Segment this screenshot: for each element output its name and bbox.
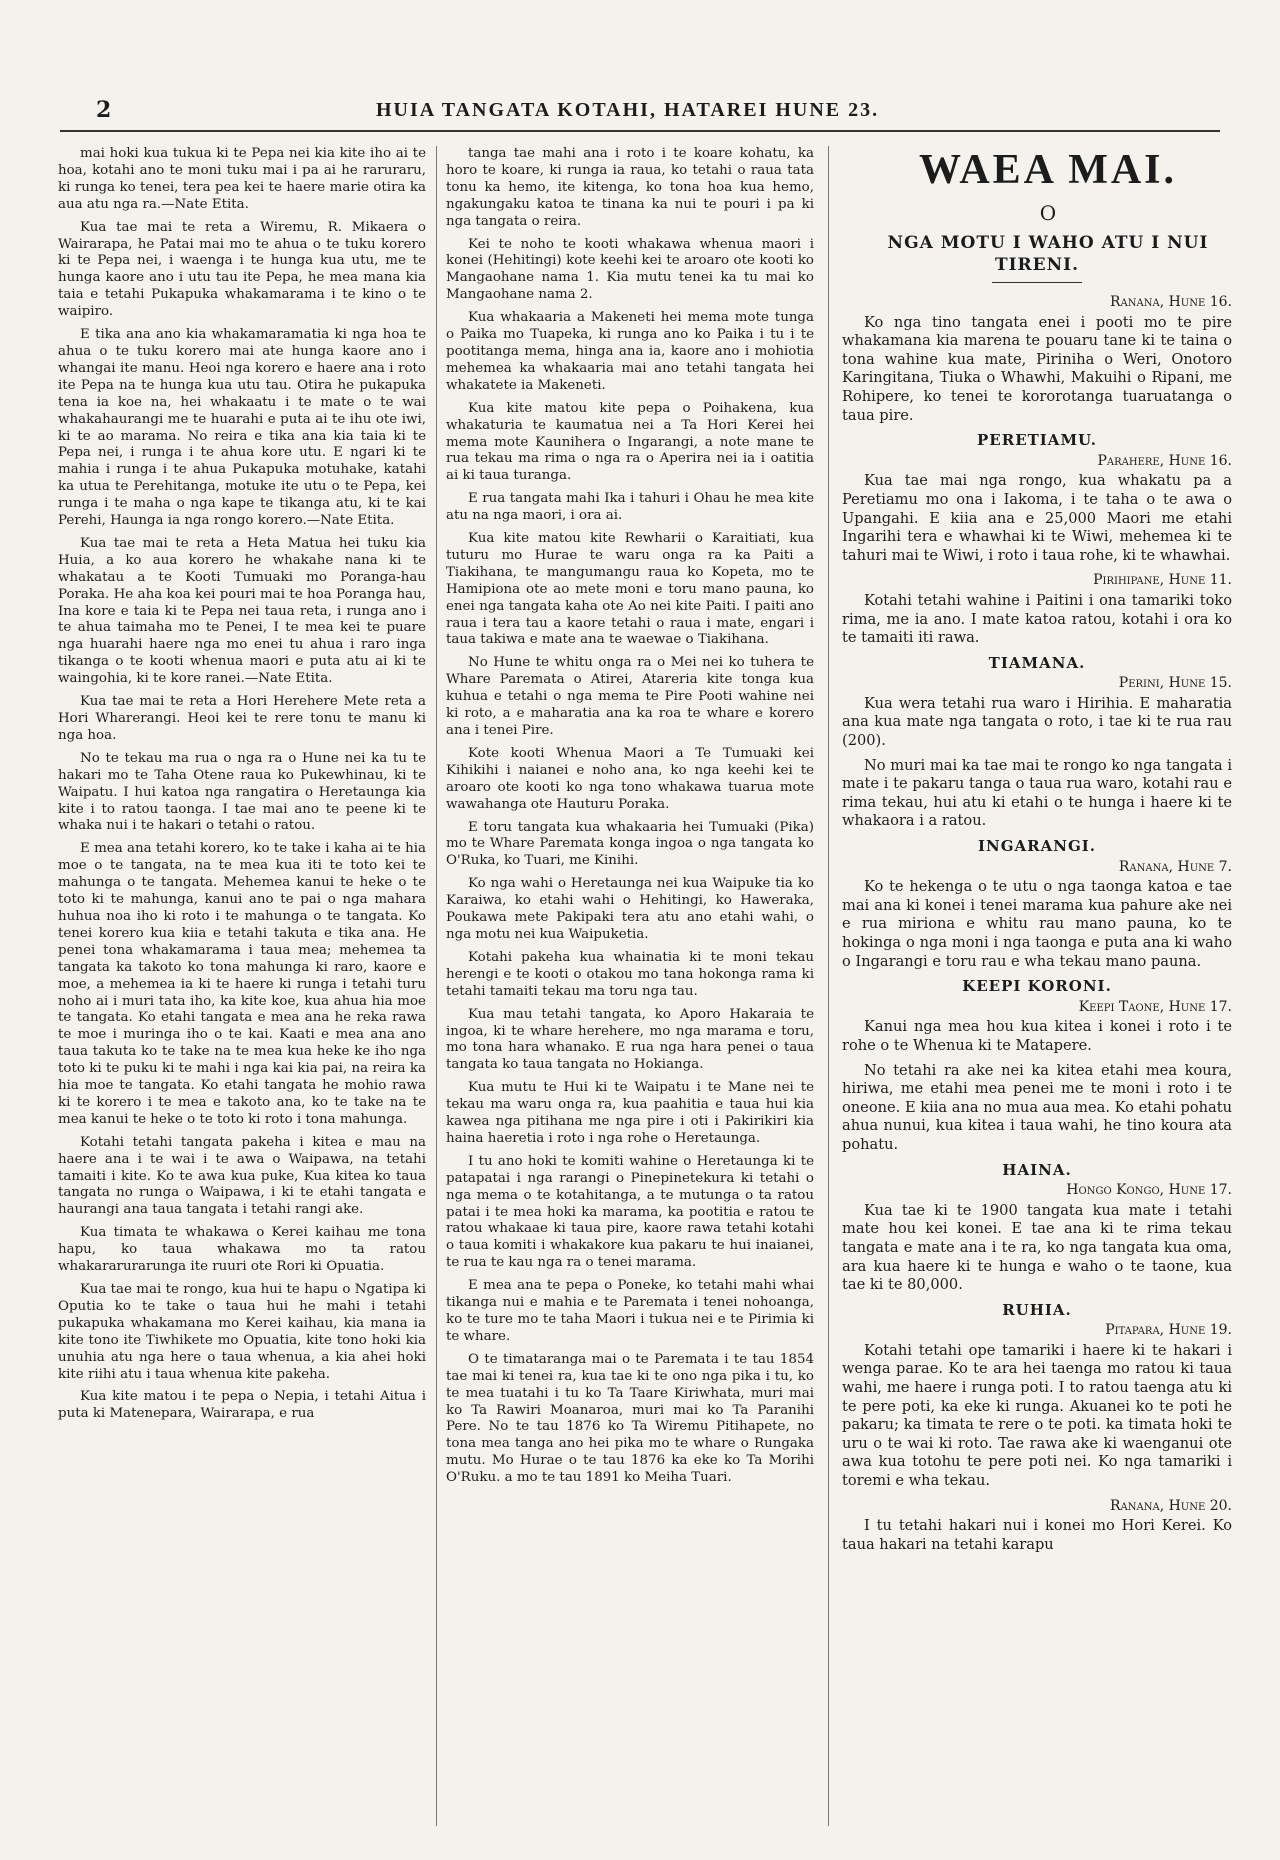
country-heading: HAINA. xyxy=(1002,1160,1072,1179)
country-heading: RUHIA. xyxy=(1002,1300,1072,1319)
column-divider xyxy=(828,146,829,1826)
article-paragraph: Kua whakaaria a Makeneti hei mema mote tunga o Paika mo Tuapeka, ki runga ano ko Paika i tu i te pootitanga mema, hinga ana ia, kaore ano i mohiotia mehemea ka whakaaria mai ano tetahi tangata hei whakatete ia Makeneti. xyxy=(446,310,814,393)
news-paragraph: Kanui nga mea hou kua kitea i konei i roto i te rohe o te Whenua ki te Matapere. xyxy=(842,1018,1232,1054)
dateline: Perini, Hune 15. xyxy=(1118,675,1232,692)
news-paragraph: No tetahi ra ake nei ka kitea etahi mea koura, hiriwa, me etahi mea penei me te moni i roto i te oneone. E kiia ana no mua aua mea. Ko etahi pohatu ahua nunui, kua kitea i taua wahi, he tino koura ata pohatu. xyxy=(842,1061,1232,1153)
article-paragraph: Kua timata te whakawa o Kerei kaihau me tona hapu, ko taua whakawa mo ta ratou whakararurarunga ite ruuri ote Rori ki Opuatia. xyxy=(58,1225,426,1275)
column-3-cable-news xyxy=(842,146,1232,1836)
page-number: 2 xyxy=(96,97,112,123)
dateline: Hongo Kongo, Hune 17. xyxy=(1066,1182,1232,1199)
article-paragraph: E rua tangata mahi Ika i tahuri i Ohau he mea kite atu na nga maori, i ora ai. xyxy=(446,491,814,524)
news-paragraph: Ko te hekenga o te utu o nga taonga katoa e tae mai ana ki konei i tenei marama kua pahure ake nei e rua miriona e whitu rau mano pauna, ko te hokinga o nga moni i nga taonga e puta ana ki waho o Ingarangi e toru rau e wha tekau mano pauna. xyxy=(842,878,1232,970)
dateline: Parahere, Hune 16. xyxy=(1097,452,1232,469)
news-paragraph: I tu tetahi hakari nui i konei mo Hori Kerei. Ko taua hakari na tetahi karapu xyxy=(842,1517,1232,1553)
article-paragraph: Kua tae mai te rongo, kua hui te hapu o Ngatipa ki Oputia ko te take o taua hui he mahi i tetahi pukapuka whakamana mo Kerei kaihau, kia mana ia kite tono ite Tiwhikete mo Opuatia, kite tono hoki kia unuhia atu nga here o taua whenua, a kia ahei hoki kite riihi atu i taua whenua kite pakeha. xyxy=(58,1282,426,1382)
dateline: Ranana, Hune 20. xyxy=(1109,1497,1232,1514)
article-paragraph: E toru tangata kua whakaaria hei Tumuaki (Pika) mo te Whare Paremata konga ingoa o nga tangata ko O'Ruka, ko Tuari, me Kinihi. xyxy=(446,819,814,869)
news-paragraph: No muri mai ka tae mai te rongo ko nga tangata i mate i te pakaru tanga o taua rua waro, kotahi rau e rima tekau, hui atu ki etahi o te hunga i haere ki te whakaora i a ratou. xyxy=(842,756,1232,830)
news-paragraph: Kotahi tetahi wahine i Paitini i ona tamariki toko rima, me ia ano. I mate katoa ratou, kotahi i ora ko te tamaiti iti rawa. xyxy=(842,591,1232,647)
column-1 xyxy=(58,146,426,1836)
page-header xyxy=(96,92,1206,128)
article-paragraph: Kua tae mai te reta a Hori Herehere Mete reta a Hori Wharerangi. Heoi kei te rere tonu te manu ki nga hoa. xyxy=(58,694,426,743)
news-paragraph: Kotahi tetahi ope tamariki i haere ki te hakari i wenga parae. Ko te ara hei taenga mo ratou ki taua wahi, me haere i runga poti. I to ratou taenga atu ki te pere poti, ka eke ki runga. Akuanei ko te poti he pakaru; ka timata te rere o te poti. ka timata hoki te uru o te wai ki roto. Tae rawa ake ki waenganui ote awa kua totohu te pere poti nei. Ko nga tamariki i toremi e wha tekau. xyxy=(842,1341,1232,1490)
article-paragraph: Kotahi pakeha kua whainatia ki te moni tekau herengi e te kooti o otakou mo tana hokonga rama ki tetahi tamaiti tekau ma toru nga tau. xyxy=(446,949,814,999)
country-heading: KEEPI KORONI. xyxy=(962,977,1112,996)
header-rule xyxy=(60,130,1220,132)
masthead: HUIA TANGATA KOTAHI, HATAREI HUNE 23. xyxy=(376,98,880,121)
news-items xyxy=(842,293,1232,1554)
dateline: Ranana, Hune 7. xyxy=(1118,858,1232,875)
news-paragraph: Kua wera tetahi rua waro i Hirihia. E maharatia ana kua mate nga tangata o roto, i tae ki te rua rau (200). xyxy=(842,694,1232,750)
dateline: Pitapara, Hune 19. xyxy=(1105,1322,1232,1339)
article-paragraph: No te tekau ma rua o nga ra o Hune nei ka tu te hakari mo te Taha Otene raua ko Pukewhinau, ki te Waipatu. I hui katoa nga rangatira o Heretaunga kia kite i to ratou taonga. I tae mai ano te peene ki te whaka nui i te hakari o tetahi o ratou. xyxy=(58,750,426,834)
news-paragraph: Kua tae ki te 1900 tangata kua mate i tetahi mate hou kei konei. E tae ana ki te rima tekau tangata e mate ana i te ra, ko nga tangata kua oma, ara kua haere ki te hunga e waho o te taone, kua tae ki te 80,000. xyxy=(842,1201,1232,1294)
country-heading: TIAMANA. xyxy=(988,653,1086,672)
dateline: Ranana, Hune 16. xyxy=(1109,294,1232,310)
news-paragraph: Kua tae mai nga rongo, kua whakatu pa a Peretiamu mo ona i Iakoma, i te taha o te awa o Upangahi. E kiia ana e 25,000 Maori me etahi Ingarihi tera e whawhai ki te Wiwi, mehemea ki te tahuri mai te Wiwi, i roto i taua rohe, ki te whawhai. xyxy=(842,472,1232,564)
article-paragraph: O te timataranga mai o te Paremata i te tau 1854 tae mai ki tenei ra, kua tae ki te ono nga pika i tu, ko te mea tuatahi i tu ko Ta Taare Kiriwhata, muri mai ko Ta Rawiri Moanaroa, muri mai ko Ta Paranihi Pere. No te tau 1876 ko Ta Wiremu Pitihapete, no tona mea tanga ano hei pika mo te whare o Rungaka mutu. Mo Hurae o te tau 1876 ka eke ko Ta Morihi O'Ruku. a mo te tau 1891 ko Meiha Tuari. xyxy=(446,1351,814,1486)
article-paragraph: No Hune te whitu onga ra o Mei nei ko tuhera te Whare Paremata o Atirei, Atareria kite tonga kua kuhua e tetahi o nga mema te Pire Pooti wahine nei ki roto, a e maharatia ana ka roa te whare e korero ana i tenei Pire. xyxy=(446,655,814,738)
section-connector: O xyxy=(1039,201,1057,225)
article-paragraph: mai hoki kua tukua ki te Pepa nei kia kite iho ai te hoa, kotahi ano te moni tuku mai i pa ai he raruraru, ki runga ko tenei, tera pea kei te haere marie otira ka aua atu nga ra.—Nate Etita. xyxy=(58,146,426,212)
article-paragraph: Kua tae mai te reta a Wiremu, R. Mikaera o Wairarapa, he Patai mai mo te ahua o te tuku korero ki te Pepa nei, i waenga i te hunga kua utu, me te hunga kaore ano i utu tau ite Pepa, he mea mana kia taia e tetahi Pukapuka whakamarama i te kino o te waipiro. xyxy=(58,219,426,320)
news-paragraph: Ko nga tino tangata enei i pooti mo te pire whakamana kia marena te pouaru tane ki te taina o tona wahine kua mate, Piriniha o Weri, Onotoro Karingitana, Tiuka o Whawhi, Makuihi o Ripani, me Rohipere, ko tenei te kororotanga tuaruatanga o taua pire. xyxy=(842,313,1232,424)
article-paragraph: Kua mutu te Hui ki te Waipatu i te Mane nei te tekau ma waru onga ra, kua paahitia e taua hui kia kawea nga pitihana me nga pire i oti i Pakirikiri kia haina haeretia i roto i nga rohe o Heretaunga. xyxy=(446,1080,814,1146)
section-subtitle: NGA MOTU I WAHO ATU I NUI TIRENI. xyxy=(887,233,1209,275)
article-paragraph: Kua kite matou i te pepa o Nepia, i tetahi Aitua i puta ki Matenepara, Wairarapa, e rua xyxy=(58,1389,426,1422)
article-paragraph: Kotahi tetahi tangata pakeha i kitea e mau na haere ana i te wai i te awa o Waipawa, na tetahi tamaiti i kite. Ko te awa kua puke, Kua kitea ko taua tangata no runga o Waipawa, i ki te etahi tangata e haurangi ana taua tangata i tetahi rangi ake. xyxy=(58,1134,426,1218)
section-rule xyxy=(992,282,1082,283)
dateline: Pirihipane, Hune 11. xyxy=(1093,572,1232,589)
country-heading: PERETIAMU. xyxy=(977,431,1097,450)
article-paragraph: Kei te noho te kooti whakawa whenua maori i konei (Hehitingi) kote keehi kei te aroaro ote kooti ko Mangaohane nama 1. Kia mutu tenei ka tu mai ko Mangaohane nama 2. xyxy=(446,236,814,303)
article-paragraph: E tika ana ano kia whakamaramatia ki nga hoa te ahua o te tuku korero mai ate hunga kaore ano i whangai ite manu. Heoi nga korero e haere ana i roto ite Pepa na te hunga kua utu tau. Otira he pukapuka tena ia koe na, hei whakaatu i te mate o te wai whakahaurangi me te huarahi e puta ai te ihu ote iwi, ki te ao marama. No reira e tika ana kia taia ki te Pepa nei, i runga i te ahua kore utu. E ngari ki te mahia i runga i te ahua Pukapuka motuhake, katahi ka utua te Perehitanga, motuke ite utu o te Pepa, kei runga i te maha o nga kape te tikanga atu, ki te kai Perehi, Haunga ia nga rongo korero.—Nate Etita. xyxy=(58,327,426,529)
column-2 xyxy=(446,146,814,1836)
country-heading: INGARANGI. xyxy=(977,837,1097,856)
dateline: Keepi Taone, Hune 17. xyxy=(1078,998,1232,1015)
article-paragraph: Kote kooti Whenua Maori a Te Tumuaki kei Kihikihi i naianei e noho ana, ko nga keehi kei te aroaro ote kooti ko nga tono whakawa tuarua mote wawahanga ote Hauturu Poraka. xyxy=(446,745,814,812)
article-paragraph: Kua mau tetahi tangata, ko Aporo Hakaraia te ingoa, ki te whare herehere, mo nga marama e toru, mo tona hara whanako. E rua nga hara penei o taua tangata ko taua tangata no Hokianga. xyxy=(446,1006,814,1073)
article-paragraph: I tu ano hoki te komiti wahine o Heretaunga ki te patapatai i nga rarangi o Pinepinetekura ki tetahi o nga mema o te kotahitanga, a te mutunga o ta ratou patai i te mea hoki ka marama, ka pootitia e ratou te ratou whakaae ki taua pire, kaore rawa tetahi kotahi o taua komiti i whakakore kua pakaru te hui inaianei, te rua te kau nga ra o tenei marama. xyxy=(446,1153,814,1271)
article-paragraph: Kua kite matou kite pepa o Poihakena, kua whakaturia te kaumatua nei a Ta Hori Kerei hei mema mote Kaunihera o Ingarangi, a note mane te rua tekau ma rima o nga ra o Aperira nei ia i oatitia ai ki taua turanga. xyxy=(446,400,814,484)
article-paragraph: Kua tae mai te reta a Heta Matua hei tuku kia Huia, a ko aua korero he whakahe nana ki te whakatau a te Kooti Tumuaki mo Poranga-hau Poraka. He aha koa kei pouri mai te hoa Poranga hau, Ina kore e taia ki te Pepa nei taua reta, i runga ano i te ahua taimaha mo te Penei, I te mea kei te puare nga huarahi haere nga mo enei tu ahua i raro inga tikanga o te kooti whenua maori e puta atu ai ki te waingohia, ki te kore ranei.—Nate Etita. xyxy=(58,535,426,687)
article-paragraph: tanga tae mahi ana i roto i te koare kohatu, ka horo te koare, ki runga ia raua, ko tetahi o raua tata tonu ka hemo, ite kitenga, ko tona hoa kua hemo, ngakungaku katoa te tinana ka nui te pouri i pa ki nga tangata o reira. xyxy=(446,146,814,229)
article-paragraph: E mea ana te pepa o Poneke, ko tetahi mahi whai tikanga nui e mahia e te Paremata i tenei nohoanga, ko te ture mo te taha Maori i tukua nei e te Pirimia ki te whare. xyxy=(446,1278,814,1344)
column-divider xyxy=(436,146,437,1826)
article-paragraph: E mea ana tetahi korero, ko te take i kaha ai te hia moe o te tangata, na te mea kua iti te toto kei te mahunga o te tangata. Mehemea kanui te heke o te toto ki te mahunga, kanui ano te pai o nga mahara huhua noa iho ki roto i te mahunga o te tangata. Ko tenei korero kua kiia e tetahi takuta e tika ana. He penei tona whakamarama i taua mea; mehemea ta tangata ka takoto ko tona mahunga ki raro, kaore e moe, a mehemea ia ki te haere ki runga i tetahi turu noho ai i muri tata iho, ka kite koe, kua ahua hia moe te tangata. Ko etahi tangata e mea ana he reka rawa te moe i muringa iho o te kai. Kaati e mea ana ano taua takuta ko te take na te mea kua heke ke iho nga toto ki te puku ki te mahi i nga kai kia pai, na reira ka hia moe te tangata. Ko etahi tangata he mohio rawa ki te korero i te mea e takoto ana, ko te take na te mea kanui te heke o te toto ki roto i tona mahunga. xyxy=(58,841,426,1127)
section-title: WAEA MAI. xyxy=(918,147,1178,193)
article-paragraph: Kua kite matou kite Rewharii o Karaitiati, kua tuturu mo Hurae te waru onga ra ka Paiti a Tiakihana, te mangumangu raua ko Kopeta, mo te Hamipiona ote ao mete moni e toru mano pauna, ko enei nga tangata kaha ote Ao nei kite Paiti. I paiti ano raua i tera tau a kaore tetahi o raua i mate, engari i taua takiwa e mate ana te waewae o Tiakihana. xyxy=(446,531,814,648)
article-paragraph: Ko nga wahi o Heretaunga nei kua Waipuke tia ko Karaiwa, ko etahi wahi o Hehitingi, ko Haweraka, Poukawa mete Pakipaki tera atu ano etahi wahi, o nga motu nei kua Waipuketia. xyxy=(446,876,814,942)
